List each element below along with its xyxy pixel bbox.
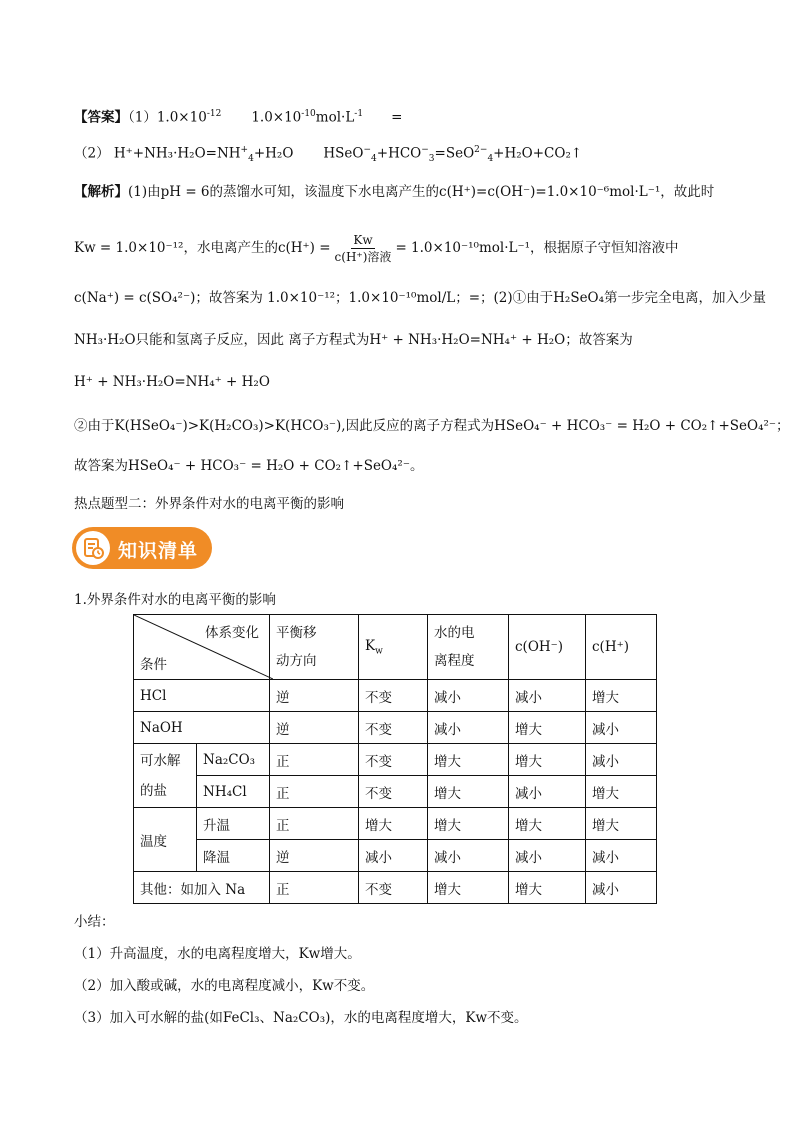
analysis-line-4: NH₃·H₂O只能和氢离子反应，因此 离子方程式为H⁺ + NH₃·H₂O=NH₄⁺ + H₂O；故答案为	[74, 332, 633, 348]
table-row: 可水解 的盐 Na₂CO₃ 正 不变 增大 增大 减小	[134, 744, 657, 776]
tag-label: 知识清单	[118, 540, 199, 562]
table-row: NaOH 逆 不变 减小 增大 减小	[134, 712, 657, 744]
analysis-line-2: Kw = 1.0×10⁻¹²，水电离产生的c(H⁺) = $\frac{Kw}{\text{c(H⁺)溶液}}$ = 1.0×10⁻¹⁰mol·L⁻¹，根据原子守恒知溶液中	[74, 233, 679, 264]
summary-item-1: （1）升高温度，水的电离程度增大，Kw增大。	[74, 946, 361, 962]
salt-group-cell: 可水解 的盐	[134, 744, 197, 808]
answer-line-1: 【答案】$(1)1.0\times 10^{-12}$ $1.0\times 10^{-10}mol\cdot L^{-1}$ =	[74, 109, 403, 126]
header-kw: $K_w$	[359, 615, 428, 680]
header-coh: c(OH⁻)	[509, 615, 586, 680]
corner-cell: 体系变化 条件	[134, 615, 270, 680]
analysis-label: 【解析】	[74, 184, 128, 200]
hot-topic-heading: 热点题型二：外界条件对水的电离平衡的影响	[74, 496, 344, 512]
answer-line-2: （2） $H^++NH_3\cdot H_2O=NH^+_4+H_2O$ $HSeO^-_4+HCO^-_3=SeO^{2-}_4+H_2O+CO_2↑$	[74, 145, 583, 165]
temp-group-cell: 温度	[134, 808, 197, 872]
notepad-clock-icon	[76, 531, 110, 565]
table-row: 温度 升温 正 增大 增大 增大 增大	[134, 808, 657, 840]
summary-item-2: （2）加入酸或碱，水的电离程度减小，Kw不变。	[74, 978, 375, 994]
table-row: 降温 逆 减小 减小 减小 减小	[134, 840, 657, 872]
header-shift: 平衡移 动方向	[270, 615, 359, 680]
analysis-line-1: 【解析】(1)由pH = 6的蒸馏水可知，该温度下水电离产生的c(H⁺)=c(OH⁻)=1.0×10⁻⁶mol·L⁻¹，故此时	[74, 184, 715, 200]
water-ionization-table	[133, 614, 657, 904]
fraction: $\frac{Kw}{\text{c(H⁺)溶液}}$	[334, 233, 392, 264]
table-row: HCl 逆 不变 减小 减小 增大	[134, 680, 657, 712]
analysis-line-6: ②由于K(HSeO₄⁻)>K(H₂CO₃)>K(HCO₃⁻),因此反应的离子方程式为HSeO₄⁻ + HCO₃⁻ = H₂O + CO₂↑+SeO₄²⁻；	[74, 418, 790, 434]
header-degree: 水的电 离程度	[428, 615, 509, 680]
analysis-line-7: 故答案为HSeO₄⁻ + HCO₃⁻ = H₂O + CO₂↑+SeO₄²⁻。	[74, 458, 424, 474]
header-ch: c(H⁺)	[586, 615, 657, 680]
answer-label: 【答案】	[74, 109, 128, 126]
summary-title: 小结：	[74, 914, 115, 930]
table-header-row	[134, 615, 657, 680]
knowledge-list-tag	[72, 527, 212, 569]
analysis-line-5: H⁺ + NH₃·H₂O=NH₄⁺ + H₂O	[74, 374, 270, 390]
section-title: 1.外界条件对水的电离平衡的影响	[74, 592, 276, 608]
table-row: NH₄Cl 正 不变 增大 减小 增大	[134, 776, 657, 808]
summary-item-3: （3）加入可水解的盐(如FeCl₃、Na₂CO₃)，水的电离程度增大，Kw不变。	[74, 1010, 528, 1026]
analysis-line-3: c(Na⁺) = c(SO₄²⁻)；故答案为 1.0×10⁻¹²；1.0×10⁻¹⁰mol/L；=；(2)①由于H₂SeO₄第一步完全电离，加入少量	[74, 290, 767, 306]
table-row: 其他：如加入 Na 正 不变 增大 增大 减小	[134, 872, 657, 904]
